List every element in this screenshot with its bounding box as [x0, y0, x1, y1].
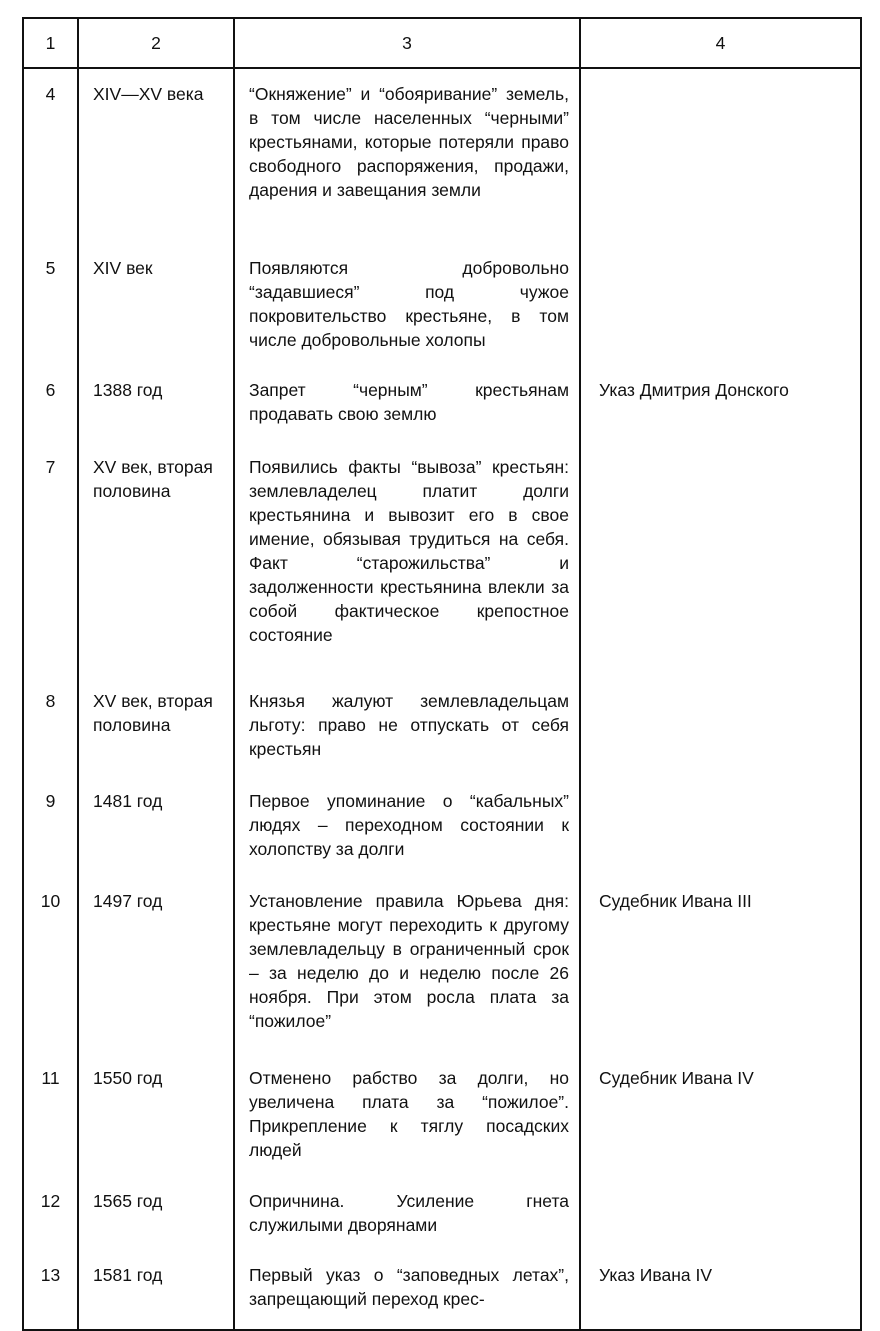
table-row — [23, 878, 861, 1054]
row-source — [580, 443, 861, 677]
row-period: XIV век — [78, 244, 234, 366]
table-row — [23, 1250, 861, 1330]
table-row — [23, 68, 861, 244]
row-event: Первое упоминание о “кабальных” людях – переходном состоянии к холопству за долги — [234, 777, 580, 878]
row-period: XV век, вторая половина — [78, 677, 234, 777]
row-number: 11 — [23, 1054, 78, 1177]
table-row — [23, 677, 861, 777]
row-source: Судебник Ивана III — [580, 878, 861, 1054]
row-period: 1565 год — [78, 1177, 234, 1250]
row-period: 1388 год — [78, 366, 234, 443]
row-event: “Окняжение” и “обояривание” земель, в том числе населенных “черными” крестьянами, которые потеряли право свободного распоряжения, продажи, дарения и завещания земли — [234, 68, 580, 244]
row-source: Судебник Ивана IV — [580, 1054, 861, 1177]
row-source: Указ Ивана IV — [580, 1250, 861, 1330]
row-number: 7 — [23, 443, 78, 677]
row-period: XIV—XV века — [78, 68, 234, 244]
serfdom-chronology-table — [22, 17, 862, 1331]
row-period: 1581 год — [78, 1250, 234, 1330]
row-event: Князья жалуют землевладельцам льготу: право не отпускать от себя крестьян — [234, 677, 580, 777]
row-event: Отменено рабство за долги, но увеличена плата за “пожилое”. Прикрепление к тяглу посадских людей — [234, 1054, 580, 1177]
row-event: Первый указ о “заповедных летах”, запрещающий переход крес- — [234, 1250, 580, 1330]
row-number: 10 — [23, 878, 78, 1054]
row-number: 13 — [23, 1250, 78, 1330]
row-event: Появляются добровольно “задавшиеся” под чужое покровительство крестьяне, в том числе добровольные холопы — [234, 244, 580, 366]
row-period: 1481 год — [78, 777, 234, 878]
history-table-page — [22, 17, 860, 1331]
row-number: 6 — [23, 366, 78, 443]
row-event: Запрет “черным” крестьянам продавать свою землю — [234, 366, 580, 443]
row-number: 12 — [23, 1177, 78, 1250]
row-number: 4 — [23, 68, 78, 244]
table-row — [23, 366, 861, 443]
row-source — [580, 677, 861, 777]
table-row — [23, 777, 861, 878]
column-header-3: 3 — [234, 18, 580, 68]
table-row — [23, 1177, 861, 1250]
table-row — [23, 1054, 861, 1177]
row-source — [580, 68, 861, 244]
row-number: 9 — [23, 777, 78, 878]
row-source — [580, 1177, 861, 1250]
row-period: 1497 год — [78, 878, 234, 1054]
table-row — [23, 244, 861, 366]
row-number: 5 — [23, 244, 78, 366]
row-source — [580, 777, 861, 878]
row-event: Опричнина. Усиление гнета служилыми дворянами — [234, 1177, 580, 1250]
column-header-4: 4 — [580, 18, 861, 68]
row-period: XV век, вторая половина — [78, 443, 234, 677]
column-header-1: 1 — [23, 18, 78, 68]
column-header-2: 2 — [78, 18, 234, 68]
table-row — [23, 443, 861, 677]
row-number: 8 — [23, 677, 78, 777]
row-period: 1550 год — [78, 1054, 234, 1177]
row-event: Появились факты “вывоза” крестьян: землевладелец платит долги крестьянина и вывозит его в свое имение, обязывая трудиться на себя. Факт “старожильства” и задолженности крестьянина влекли за собой фактическое крепостное состояние — [234, 443, 580, 677]
row-source: Указ Дмитрия Донского — [580, 366, 861, 443]
header-row — [23, 18, 861, 68]
row-event: Установление правила Юрьева дня: крестьяне могут переходить к другому землевладельцу в ограниченный срок – за неделю до и неделю после 26 ноября. При этом росла плата за “пожилое” — [234, 878, 580, 1054]
row-source — [580, 244, 861, 366]
